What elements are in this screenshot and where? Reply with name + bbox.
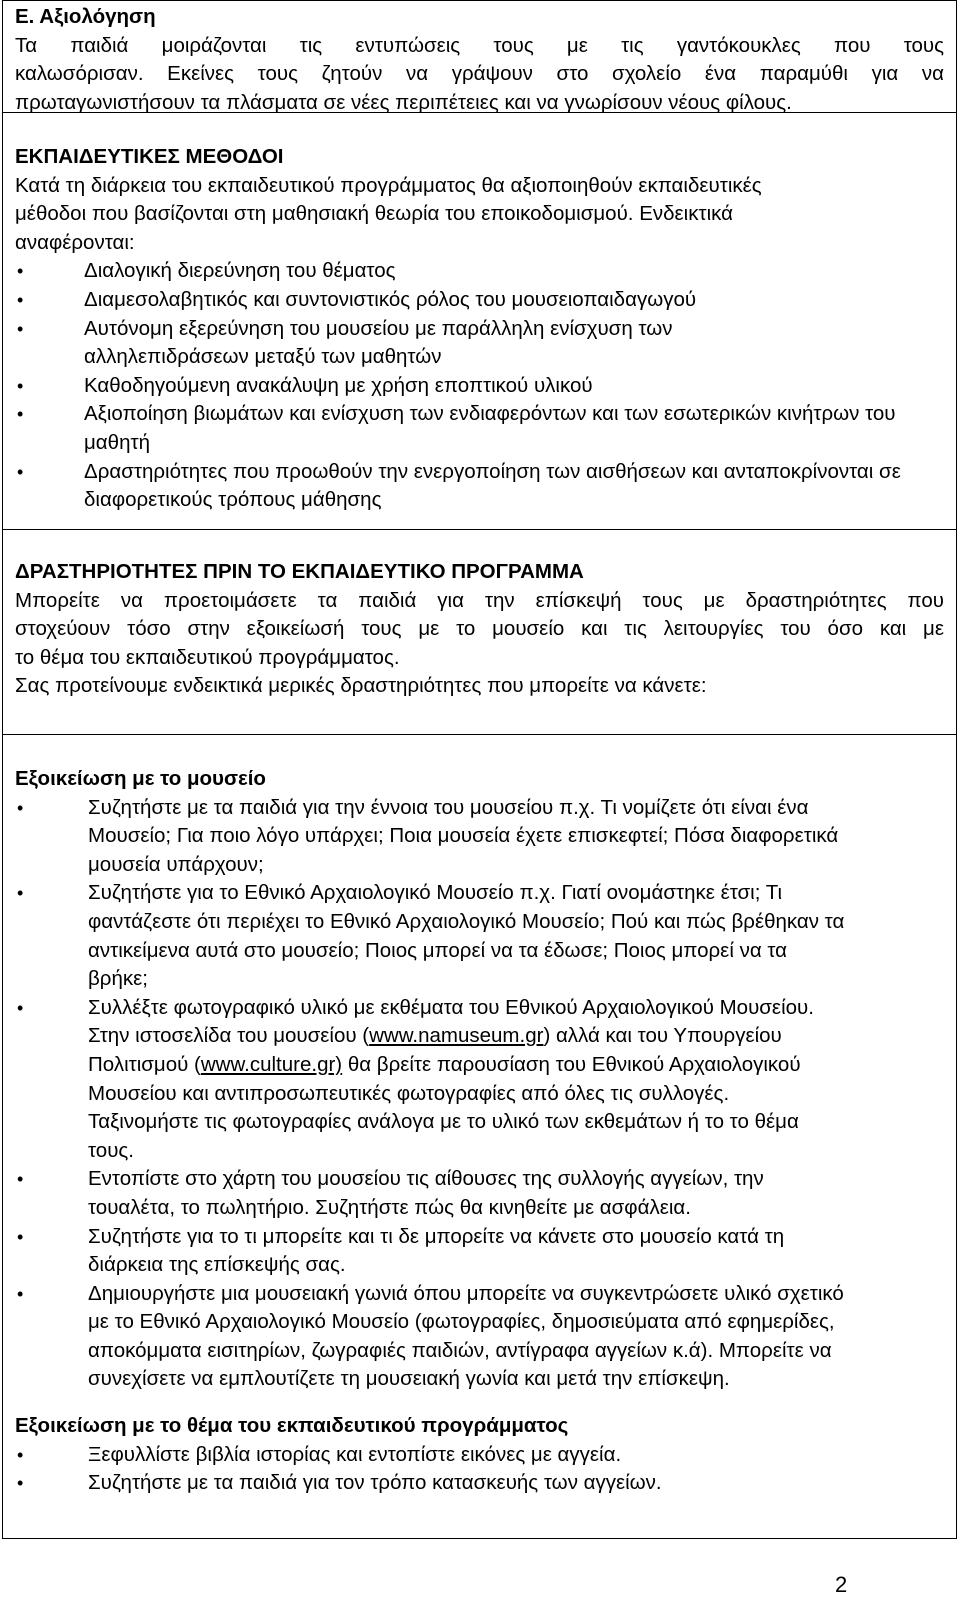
list-item: • Συζητήστε για το τι μπορείτε και τι δε μπορείτε να κάνετε στο μουσείο κατά τη διάρκεια της επίσκεψής σας. (17, 1224, 785, 1277)
list-item: • Συζητήστε με τα παιδιά για τον τρόπο κατασκευής των αγγείων. (15, 1469, 944, 1498)
namuseum-link[interactable]: www.namuseum.gr (369, 1024, 544, 1048)
familiarization-box (2, 735, 957, 1539)
familiarization-museum-list (15, 794, 845, 1394)
list-item: • Συλλέξτε φωτογραφικό υλικό με εκθέματα του Εθνικού Αρχαιολογικού Μουσείου. Στην ιστοσελίδα του μουσείου (www.namuseum.gr) αλλά και του Υπουργείου Πολιτισμού (www.culture.gr) θα βρείτε παρουσίαση του Εθνικού Αρχαιολογικού Μουσείου και αντιπροσωπευτικές φωτογραφίες από όλες τις συλλογές. Ταξινομήστε τις φωτογραφίες ανάλογα με το υλικό των εκθεμάτων ή το το θέμα τους. (17, 995, 814, 1162)
list-item: • Καθοδηγούμενη ανακάλυψη με χρήση εποπτικού υλικού (15, 372, 944, 401)
culture-link[interactable]: www.culture.gr) (200, 1052, 343, 1076)
bullet-icon: • (17, 883, 24, 904)
methods-intro-line: μέθοδοι που βασίζονται στη μαθησιακή θεωρία του εποικοδομισμού. Ενδεικτικά (15, 202, 733, 226)
list-item: • Ξεφυλλίστε βιβλία ιστορίας και εντοπίστε εικόνες με αγγεία. (15, 1441, 944, 1470)
list-item: • Διαμεσολαβητικός και συντονιστικός ρόλος του μουσειοπαιδαγωγού (15, 286, 944, 315)
pre-activities-title: ΔΡΑΣΤΗΡΙΟΤΗΤΕΣ ΠΡΙΝ ΤΟ ΕΚΠΑΙΔΕΥΤΙΚΟ ΠΡΟΓΡΑΜΜΑ (15, 560, 584, 583)
pre-activities-line: στοχεύουν τόσο στην εξοικείωσή τους με το μουσείο και τις λειτουργίες του όσο και με (15, 617, 944, 641)
bullet-icon: • (17, 318, 24, 339)
bullet-icon: • (17, 289, 24, 310)
methods-title: ΕΚΠΑΙΔΕΥΤΙΚΕΣ ΜΕΘΟΔΟΙ (15, 145, 284, 168)
list-item: • Αυτόνομη εξερεύνηση του μουσείου με παράλληλη ενίσχυση των αλληλεπιδράσεων μεταξύ των μαθητών (17, 316, 673, 369)
bullet-icon: • (17, 1444, 24, 1465)
bullet-icon: • (17, 1473, 24, 1494)
bullet-icon: • (17, 797, 24, 818)
page-number: 2 (835, 1572, 848, 1597)
methods-intro-line: Κατά τη διάρκεια του εκπαιδευτικού προγράμματος θα αξιοποιηθούν εκπαιδευτικές (15, 173, 762, 197)
list-item: • Αξιοποίηση βιωμάτων και ενίσχυση των ενδιαφερόντων και των εσωτερικών κινήτρων του μαθητή (17, 402, 896, 454)
bullet-icon: • (17, 375, 24, 396)
bullet-icon: • (17, 404, 24, 425)
bullet-icon: • (17, 1226, 24, 1247)
familiarization-museum-title: Εξοικείωση με το μουσείο (15, 767, 266, 790)
evaluation-text-line: πρωταγωνιστήσουν τα πλάσματα σε νέες περιπέτειες και να γνωρίσουν νέους φίλους. (15, 90, 792, 114)
list-item: • Εντοπίστε στο χάρτη του μουσείου τις αίθουσες της συλλογής αγγείων, την τουαλέτα, το πωλητήριο. Συζητήστε πώς θα κινηθείτε με ασφάλεια. (17, 1167, 764, 1219)
bullet-icon: • (17, 261, 24, 282)
familiarization-topic-list (15, 1441, 944, 1498)
list-item: • Δημιουργήστε μια μουσειακή γωνιά όπου μπορείτε να συγκεντρώσετε υλικό σχετικό με το Εθνικό Αρχαιολογικό Μουσείο (φωτογραφίες, δημοσιεύματα από εφημερίδες, αποκόμματα εισιτηρίων, ζωγραφιές παιδιών, αντίγραφα αγγείων κ.ά). Μπορείτε να συνεχίσετε να εμπλουτίζετε τη μουσειακή γωνία και μετά την επίσκεψη. (17, 1281, 844, 1391)
methods-list (15, 257, 944, 514)
bullet-icon: • (17, 461, 24, 482)
bullet-icon: • (17, 1169, 24, 1190)
list-item: • Διαλογική διερεύνηση του θέματος (15, 257, 944, 286)
pre-activities-line: Μπορείτε να προετοιμάσετε τα παιδιά για την επίσκεψή τους με δραστηριότητες που (15, 588, 944, 612)
evaluation-box (2, 0, 957, 113)
evaluation-text-line: καλωσόρισαν. Εκείνες τους ζητούν να γράψουν στο σχολείο ένα παραμύθι για να (15, 62, 944, 86)
methods-box (2, 113, 957, 530)
list-item: • Συζητήστε με τα παιδιά για την έννοια του μουσείου π.χ. Τι νομίζετε ότι είναι ένα Μουσείο; Για ποιο λόγο υπάρχει; Ποια μουσεία έχετε επισκεφτεί; Πόσα διαφορετικά μουσεία υπάρχουν; (17, 795, 839, 876)
evaluation-text-line: Τα παιδιά μοιράζονται τις εντυπώσεις τους με τις γαντόκουκλες που τους (15, 33, 944, 57)
familiarization-topic-title: Εξοικείωση με το θέμα του εκπαιδευτικού προγράμματος (15, 1414, 569, 1438)
pre-activities-line: Σας προτείνουμε ενδεικτικά μερικές δραστηριότητες που μπορείτε να κάνετε: (15, 674, 707, 698)
bullet-icon: • (17, 1283, 24, 1304)
list-item: • Δραστηριότητες που προωθούν την ενεργοποίηση των αισθήσεων και ανταποκρίνονται σε διαφορετικούς τρόπους μάθησης (17, 459, 901, 512)
evaluation-title: Ε. Αξιολόγηση (15, 5, 156, 28)
pre-activities-box (2, 530, 957, 735)
bullet-icon: • (17, 997, 24, 1018)
pre-activities-line: το θέμα του εκπαιδευτικού προγράμματος. (15, 645, 400, 669)
list-item: • Συζητήστε για το Εθνικό Αρχαιολογικό Μουσείο π.χ. Γιατί ονομάστηκε έτσι; Τι φαντάζεστε ότι περιέχει το Εθνικό Αρχαιολογικό Μουσείο; Πού και πώς βρέθηκαν τα αντικείμενα αυτά στο μουσείο; Ποιος μπορεί να τα έδωσε; Ποιος μπορεί να τα βρήκε; (17, 881, 845, 991)
document-page (2, 0, 957, 1539)
methods-intro-line: αναφέρονται: (15, 230, 135, 254)
